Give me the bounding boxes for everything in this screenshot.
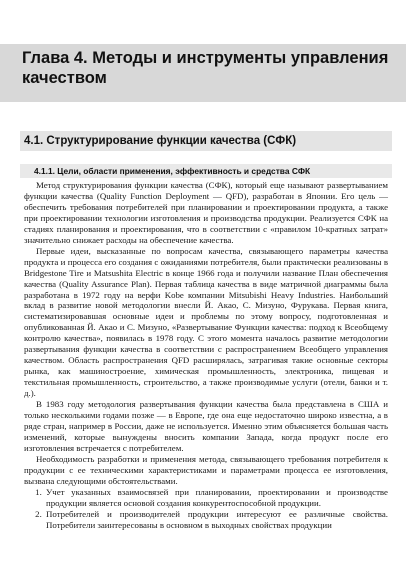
list-item: 2. Потребителей и производителей продукции интересуют ее различные свойства. Потребители заинтересованы в основном в выходных свойствах продукции (44, 509, 388, 531)
paragraph: Необходимость разработки и применения метода, связывающего требования потребителя к продукции с ее техническими характеристиками и параметрами процесса ее изготовления, вызвана следующими обстоятельствами. (24, 453, 388, 486)
list-item: 1. Учет указанных взаимосвязей при планировании, проектировании и производстве продукции является основой создания конкурентоспособной продукции. (44, 487, 388, 509)
section-title: 4.1. Структурирование функции качества (СФК) (24, 135, 297, 147)
subsection-title: 4.1.1. Цели, области применения, эффективность и средства СФК (34, 166, 311, 176)
body-text (24, 180, 388, 531)
paragraph: Первые идеи, высказанные по вопросам качества, связывающего параметры качества продукта и процесса его создания с ожиданиями потребителя, были практически реализованы в Bridgestone Tire и Matsushita Electric в конце 1966 года и получили название План обеспечения качества (Quality Assurance Plan). Первая таблица качества в виде матричной диаграммы была разработана в 1972 году на верфи Kobe компании Mitsubishi Heavy Industries. Наибольший вклад в развитие новой методологии внесли Й. Акао, С. Мизуно, Фурукава. Первая книга, систематизировавшая основные идеи и проблемы по этому вопросу, подготовленная и опубликованная Й. Акао и С. Мизуно, «Развертывание Функции качества: подход к Всеобщему контролю качества», появилась в 1978 году. С этого момента началось развитие методологии развертывания функции качества в соответствии с распространением Всеобщего управления качеством. Область распространения QFD расширялась, затрагивая такие основные секторы рынка, как машиностроение, химическая промышленность, электроника, пищевая и текстильная промышленность, строительство, а также производимые услуги (отели, банки и т. д.). (24, 245, 388, 399)
chapter-title: Глава 4. Методы и инструменты управления качеством (22, 49, 389, 87)
paragraph: Метод структурирования функции качества (СФК), который еще называют развертыванием функции качества (Quality Function Deployment — QFD), разработан в Японии. Его цель — обеспечить требования потребителей при планировании и проектировании продукта, а также при проектировании технологии изготовления и производства продукции. Реализуется СФК на стадиях планирования и проектирования, что в соответствии с «правилом 10-кратных затрат» значительно снижает расходы на обеспечение качества. (24, 180, 388, 245)
numbered-list (24, 487, 388, 531)
paragraph: В 1983 году методология развертывания функции качества была представлена в США и только несколькими годами позже — в Европе, где она еще недостаточно широко известна, а в ряде стран, например в России, даже не используется. Именно этим объясняется большая часть изменений, которые вынуждены вносить компании Запада, когда продукт после его изготовления встречается с потребителем. (24, 399, 388, 453)
